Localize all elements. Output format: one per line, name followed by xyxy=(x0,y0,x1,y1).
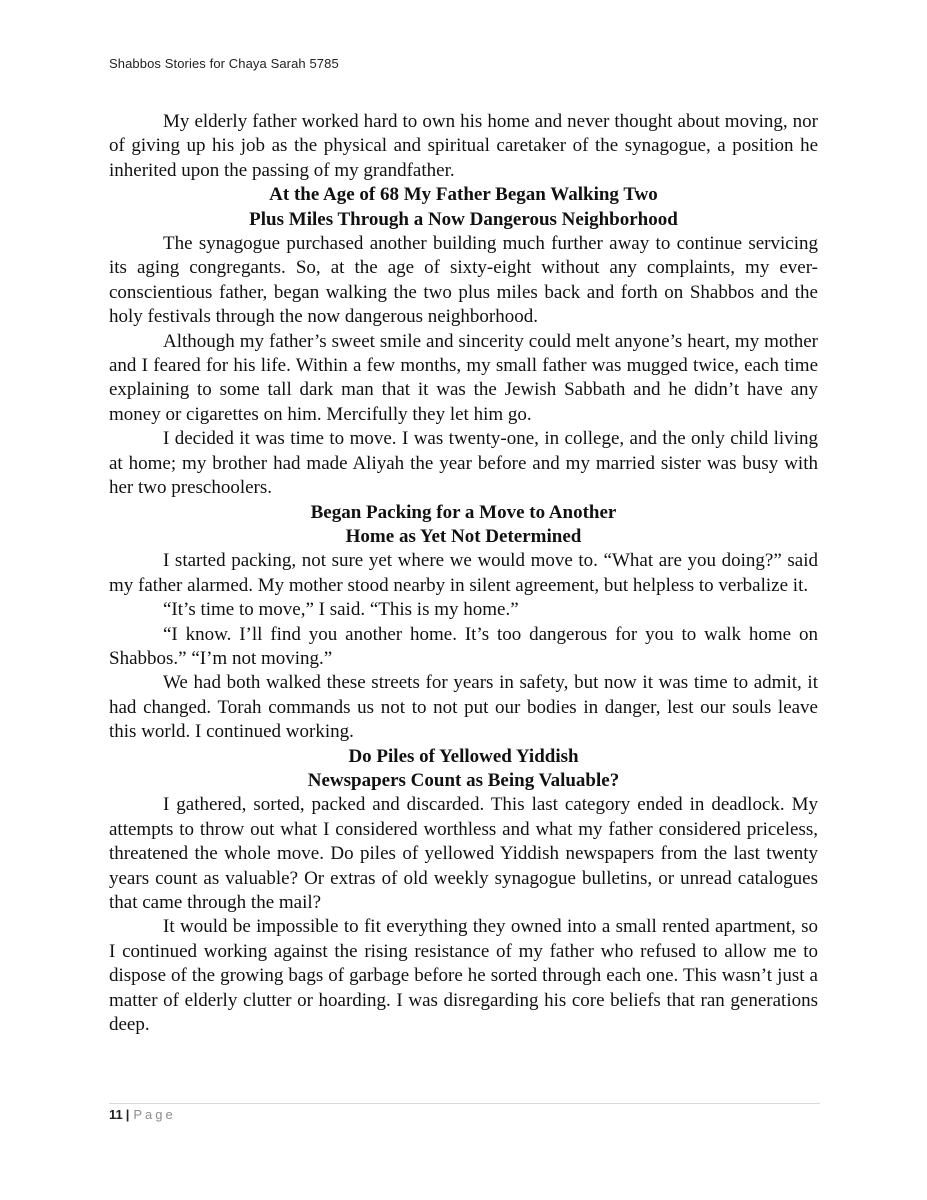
paragraph: I started packing, not sure yet where we would move to. “What are you doing?” said my father alarmed. My mother stood nearby in silent agreement, but helpless to verbalize it. xyxy=(109,550,818,596)
footer-divider xyxy=(109,1103,820,1104)
paragraph: Although my father’s sweet smile and sincerity could melt anyone’s heart, my mother and I feared for his life. Within a few months, my small father was mugged twice, each time explaining to some tall dark man that it was the Jewish Sabbath and he didn’t have any money or cigarettes on him. Mercifully they let him go. xyxy=(109,330,818,425)
page-label: Page xyxy=(133,1107,176,1122)
page-number: 11 xyxy=(109,1107,123,1122)
paragraph: It would be impossible to fit everything they owned into a small rented apartment, so I continued working against the rising resistance of my father who refused to allow me to dispose of the growing bags of garbage before he sorted through each one. This wasn’t just a matter of elderly clutter or hoarding. I was disregarding his core beliefs that ran generations deep. xyxy=(109,916,818,1036)
paragraph: “I know. I’ll find you another home. It’s too dangerous for you to walk home on Shabbos.” “I’m not moving.” xyxy=(109,623,818,669)
section-heading-line: Began Packing for a Move to Another xyxy=(310,501,617,523)
section-heading xyxy=(109,501,818,550)
section-heading-line: At the Age of 68 My Father Began Walking Two xyxy=(269,184,658,206)
section-heading xyxy=(109,745,818,794)
paragraph: “It’s time to move,” I said. “This is my home.” xyxy=(163,599,519,621)
section-heading-line: Plus Miles Through a Now Dangerous Neighborhood xyxy=(249,208,678,230)
paragraph: My elderly father worked hard to own his home and never thought about moving, nor of giving up his job as the physical and spiritual caretaker of the synagogue, a position he inherited upon the passing of my grandfather. xyxy=(109,111,818,181)
page-footer xyxy=(109,1106,176,1124)
section-heading-line: Home as Yet Not Determined xyxy=(345,525,582,547)
paragraph: I gathered, sorted, packed and discarded. This last category ended in deadlock. My attempts to throw out what I considered worthless and what my father considered priceless, threatened the whole move. Do piles of yellowed Yiddish newspapers from the last twenty years count as valuable? Or extras of old weekly synagogue bulletins, or unread catalogues that came through the mail? xyxy=(109,794,818,913)
paragraph: The synagogue purchased another building much further away to continue servicing its aging congregants. So, at the age of sixty-eight without any complaints, my ever-conscientious father, began walking the two plus miles back and forth on Shabbos and the holy festivals through the now dangerous neighborhood. xyxy=(109,233,818,328)
section-heading xyxy=(109,183,818,232)
paragraph: I decided it was time to move. I was twenty-one, in college, and the only child living at home; my brother had made Aliyah the year before and my married sister was busy with her two preschoolers. xyxy=(109,428,818,499)
paragraph: We had both walked these streets for years in safety, but now it was time to admit, it had changed. Torah commands us not to not put our bodies in danger, lest our souls leave this world. I continued working. xyxy=(109,672,818,743)
running-header: Shabbos Stories for Chaya Sarah 5785 xyxy=(109,56,339,71)
page-body xyxy=(109,110,818,1037)
footer-separator: | xyxy=(125,1107,130,1122)
section-heading-line: Newspapers Count as Being Valuable? xyxy=(307,769,620,791)
section-heading-line: Do Piles of Yellowed Yiddish xyxy=(348,745,579,767)
